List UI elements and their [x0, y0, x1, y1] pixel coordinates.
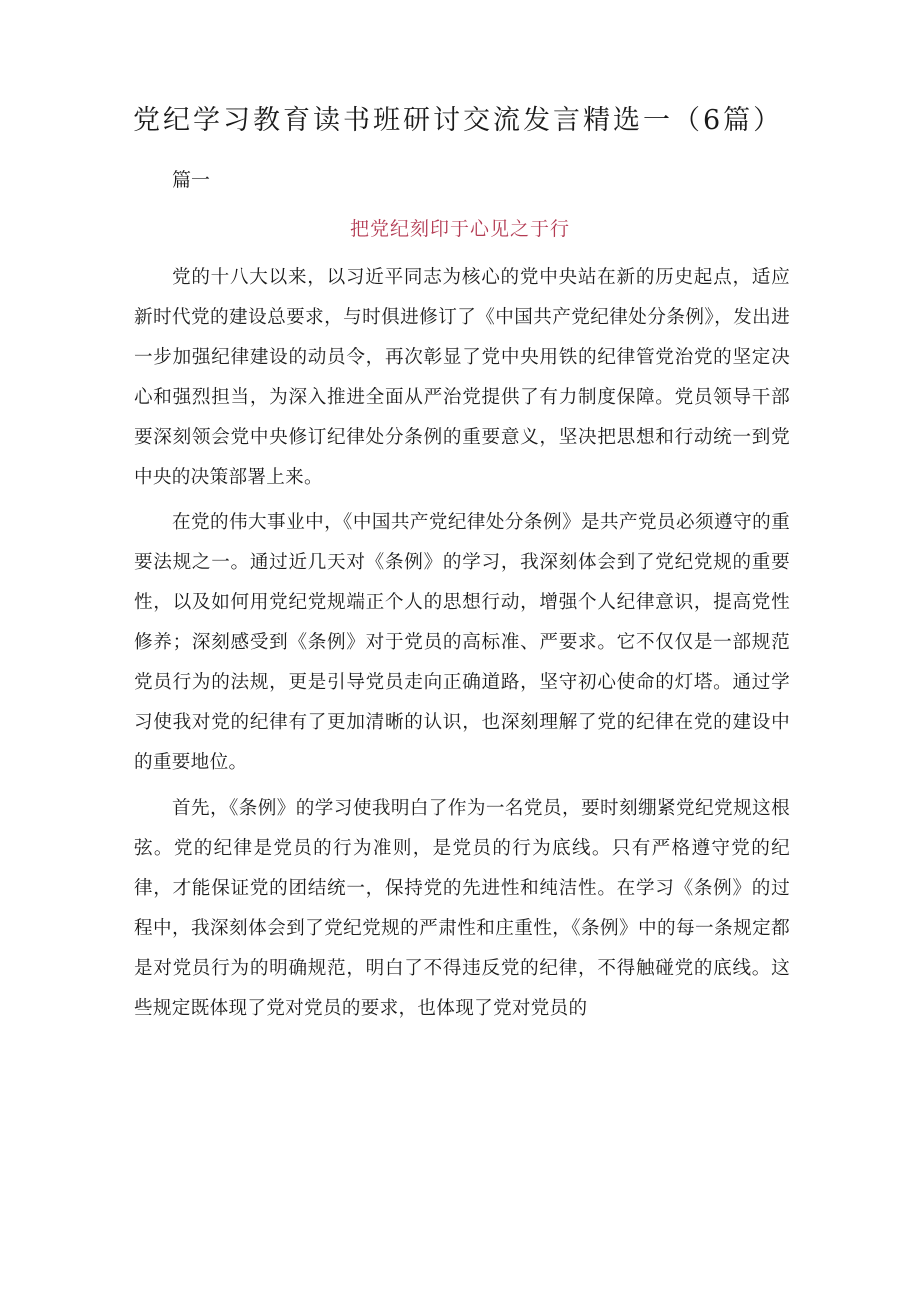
section-label: 篇一: [172, 169, 211, 191]
article-title: 把党纪刻印于心见之于行: [349, 218, 570, 240]
paragraph-2: 在党的伟大事业中，《中国共产党纪律处分条例》是共产党员必须遵守的重要法规之一。通过近几天对《条例》的学习，我深刻体会到了党纪党规的重要性，以及如何用党纪党规端正个人的思想行动，增强个人纪律意识，提高党性修养；深刻感受到《条例》对于党员的高标准、严要求。它不仅仅是一部规范党员行为的法规，更是引导党员走向正确道路，坚守初心使命的灯塔。通过学习使我对党的纪律有了更加清晰的认识，也深刻理解了党的纪律在党的建设中的重要地位。: [134, 512, 790, 773]
paragraph-3: 首先，《条例》的学习使我明白了作为一名党员，要时刻绷紧党纪党规这根弦。党的纪律是党员的行为准则，是党员的行为底线。只有严格遵守党的纪律，才能保证党的团结统一，保持党的先进性和纯洁性。在学习《条例》的过程中，我深刻体会到了党纪党规的严肃性和庄重性，《条例》中的每一条规定都是对党员行为的明确规范，明白了不得违反党的纪律，不得触碰党的底线。这些规定既体现了党对党员的要求，也体现了党对党员的: [134, 798, 790, 1019]
article-body: [134, 258, 790, 1034]
paragraph-1: 党的十八大以来，以习近平同志为核心的党中央站在新的历史起点，适应新时代党的建设总要求，与时俱进修订了《中国共产党纪律处分条例》，发出进一步加强纪律建设的动员令，再次彰显了党中央用铁的纪律管党治党的坚定决心和强烈担当，为深入推进全面从严治党提供了有力制度保障。党员领导干部要深刻领会党中央修订纪律处分条例的重要意义，坚决把思想和行动统一到党中央的决策部署上来。: [134, 267, 790, 488]
document-title: 党纪学习教育读书班研讨交流发言精选一（6篇）: [133, 105, 784, 136]
